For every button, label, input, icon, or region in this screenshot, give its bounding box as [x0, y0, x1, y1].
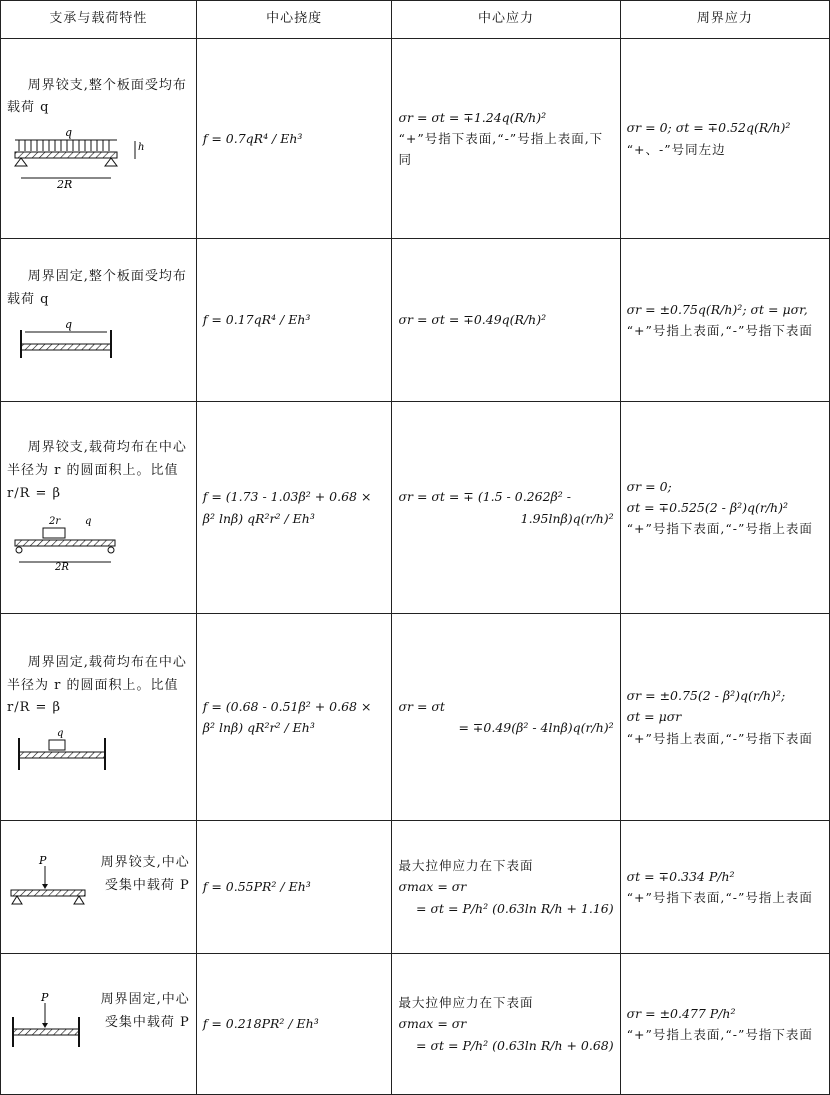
- center-stress-line2: = σt = P/h² (0.63ln R/h + 1.16): [416, 900, 614, 916]
- center-stress-line2: = σt = P/h² (0.63ln R/h + 0.68): [416, 1037, 614, 1053]
- deflection-formula: f = 0.17qR⁴ / Eh³: [202, 312, 311, 328]
- diagram-thickness-label: h: [138, 142, 145, 154]
- edge-stress-cell: [620, 821, 829, 954]
- simply-supported-uniform-diagram: [7, 126, 167, 196]
- center-stress-cell: [392, 821, 620, 954]
- center-stress-cell: [392, 39, 620, 239]
- diagram-load-label: P: [41, 991, 49, 1004]
- center-stress-line1: σmax = σr: [398, 879, 467, 895]
- table-row: [1, 821, 830, 954]
- header-deflection: 中心挠度: [196, 1, 392, 39]
- edge-stress-note: “+”号指下表面,“-”号指上表面: [626, 521, 813, 537]
- deflection-cell: [196, 39, 392, 239]
- edge-stress-note: “+”号指上表面,“-”号指下表面: [626, 1027, 813, 1042]
- diagram-load-label: q: [57, 728, 64, 739]
- deflection-line2: β² lnβ) qR²r² / Eh³: [202, 510, 315, 526]
- table-row: [1, 402, 830, 614]
- edge-stress-cell: [620, 39, 829, 239]
- edge-stress-line1: σr = ±0.75(2 - β²)q(r/h)²;: [626, 688, 786, 704]
- deflection-cell: [196, 821, 392, 954]
- edge-stress-cell: [620, 614, 829, 821]
- center-stress-formula: σr = σt = ∓0.49q(R/h)²: [398, 312, 547, 328]
- deflection-line2: β² lnβ) qR²r² / Eh³: [202, 720, 315, 735]
- edge-stress-line2: σt = μσr: [626, 709, 682, 725]
- edge-stress-formula: σr = ±0.75q(R/h)²; σt = μσr,: [626, 301, 808, 317]
- center-stress-line1: σr = σt: [398, 698, 445, 714]
- support-text: 周界固定,载荷均布在中心半径为 r 的圆面积上。比值 r/R = β: [7, 654, 187, 716]
- support-cell: [1, 614, 197, 821]
- fixed-point-load-diagram: [7, 989, 92, 1059]
- center-stress-line2: 1.95lnβ)q(r/h)²: [520, 510, 614, 526]
- deflection-line1: f = (0.68 - 0.51β² + 0.68 ×: [202, 698, 372, 714]
- center-stress-cell: [392, 402, 620, 614]
- edge-stress-line2: σt = ∓0.525(2 - β²)q(r/h)²: [626, 499, 788, 515]
- support-cell: [1, 954, 197, 1095]
- edge-stress-formula: σt = ∓0.334 P/h²: [626, 868, 735, 884]
- header-support: 支承与载荷特性: [1, 1, 197, 39]
- support-text: 周界固定,中心受集中载荷 P: [100, 992, 190, 1030]
- deflection-cell: [196, 954, 392, 1095]
- table-row: [1, 39, 830, 239]
- deflection-cell: [196, 239, 392, 402]
- diagram-load-label: q: [65, 126, 73, 140]
- edge-stress-note: “+”号指下表面,“-”号指上表面: [626, 890, 813, 905]
- diagram-load-label: q: [85, 515, 92, 527]
- diagram-load-label: P: [39, 854, 47, 867]
- header-edge-stress: 周界应力: [620, 1, 829, 39]
- edge-stress-line1: σr = 0;: [626, 478, 672, 494]
- simply-supported-center-area-diagram: [7, 512, 167, 572]
- center-stress-line2: = ∓0.49(β² - 4lnβ)q(r/h)²: [458, 720, 614, 735]
- center-stress-title: 最大拉伸应力在下表面: [398, 995, 534, 1011]
- fixed-uniform-diagram: [7, 318, 167, 368]
- table-row: [1, 239, 830, 402]
- diagram-radius-label: 2r: [49, 515, 61, 527]
- deflection-line1: f = (1.73 - 1.03β² + 0.68 ×: [202, 489, 372, 505]
- support-text: 周界铰支,载荷均布在中心半径为 r 的圆面积上。比值 r/R = β: [7, 440, 187, 501]
- edge-stress-cell: [620, 954, 829, 1095]
- simply-supported-point-load-diagram: [7, 852, 92, 922]
- center-stress-cell: [392, 614, 620, 821]
- deflection-cell: [196, 614, 392, 821]
- diagram-span-label: 2R: [57, 178, 73, 192]
- header-center-stress: 中心应力: [392, 1, 620, 39]
- table-row: [1, 954, 830, 1095]
- support-text: 周界铰支,整个板面受均布载荷 q: [7, 77, 187, 116]
- diagram-span-label: 2R: [55, 561, 69, 572]
- support-text: 周界固定,整个板面受均布载荷 q: [7, 269, 187, 307]
- support-cell: [1, 402, 197, 614]
- deflection-cell: [196, 402, 392, 614]
- edge-stress-formula: σr = 0; σt = ∓0.52q(R/h)²: [626, 120, 791, 136]
- edge-stress-note: “+、-”号同左边: [626, 141, 726, 157]
- fixed-center-area-diagram: [7, 726, 167, 776]
- center-stress-line1: σr = σt = ∓ (1.5 - 0.262β² -: [398, 489, 571, 505]
- edge-stress-note: “+”号指上表面,“-”号指下表面: [626, 323, 813, 338]
- edge-stress-cell: [620, 239, 829, 402]
- center-stress-formula: σr = σt = ∓1.24q(R/h)²: [398, 109, 547, 125]
- support-cell: [1, 239, 197, 402]
- header-row: [1, 1, 830, 39]
- center-stress-title: 最大拉伸应力在下表面: [398, 858, 534, 874]
- edge-stress-formula: σr = ±0.477 P/h²: [626, 1005, 736, 1021]
- center-stress-note: “+”号指下表面,“-”号指上表面,下同: [398, 130, 604, 168]
- center-stress-cell: [392, 239, 620, 402]
- support-cell: [1, 39, 197, 239]
- edge-stress-note: “+”号指上表面,“-”号指下表面: [626, 730, 813, 746]
- diagram-load-label: q: [65, 317, 73, 331]
- support-cell: [1, 821, 197, 954]
- center-stress-cell: [392, 954, 620, 1095]
- deflection-formula: f = 0.7qR⁴ / Eh³: [202, 130, 303, 146]
- edge-stress-cell: [620, 402, 829, 614]
- center-stress-line1: σmax = σr: [398, 1016, 467, 1032]
- support-text: 周界铰支,中心受集中载荷 P: [100, 855, 190, 893]
- deflection-formula: f = 0.218PR² / Eh³: [202, 1016, 319, 1032]
- deflection-formula: f = 0.55PR² / Eh³: [202, 879, 311, 895]
- table-row: [1, 614, 830, 821]
